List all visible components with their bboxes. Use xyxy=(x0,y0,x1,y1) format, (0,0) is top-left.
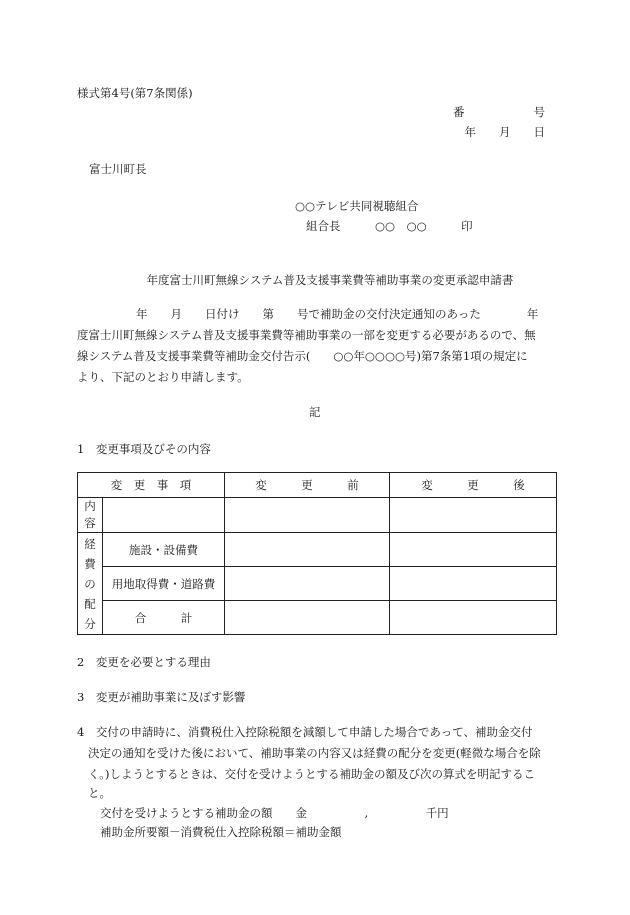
facilities-before-cell xyxy=(225,533,390,567)
body-line-3: 線システム普及支援事業費等補助金交付告示( ○○年○○○○号)第7条第1項の規定に xyxy=(77,349,528,363)
document-title: 年度富士川町無線システム普及支援事業費等補助事業の変更承認申請書 xyxy=(146,273,514,287)
body-line-1: 年 月 日付け 第 号で補助金の交付決定通知のあった 年 xyxy=(136,307,539,321)
section-4-line-3: く。)しようとするときは、交付を受けようとする補助金の額及び次の算式を明記するこ xyxy=(88,767,536,781)
section-4-line-1: 4 交付の申請時に、消費税仕入控除税額を減額して申請した場合であって、補助金交付 xyxy=(77,725,533,739)
date-line: 年 月 日 xyxy=(464,125,545,139)
land-road-after-cell xyxy=(390,567,557,601)
section-3-heading: 3 変更が補助事業に及ぼす影響 xyxy=(77,690,246,704)
document-number-line: 番 号 xyxy=(453,105,545,119)
change-details-table xyxy=(77,472,557,635)
row-label-land-road: 用地取得費・道路費 xyxy=(103,567,225,601)
applicant-representative: 組合長 ○○ ○○ 印 xyxy=(306,219,473,233)
section-4-line-4: と。 xyxy=(88,786,111,800)
table-row xyxy=(78,533,557,567)
keihi-label: 経 費 の 配 分 xyxy=(78,533,103,635)
total-before-cell xyxy=(225,601,390,635)
table-header-row xyxy=(78,473,557,498)
land-road-before-cell xyxy=(225,567,390,601)
section-1-heading: 1 変更事項及びその内容 xyxy=(77,442,211,456)
addressee: 富士川町長 xyxy=(89,162,147,176)
section-4-line-2: 決定の通知を受けた後において、補助事業の内容又は経費の配分を変更(軽微な場合を除 xyxy=(88,746,541,760)
ki-mark: 記 xyxy=(309,405,321,419)
formula-line-2: 補助金所要額－消費税仕入控除税額＝補助金額 xyxy=(100,825,342,839)
body-line-2: 度富士川町無線システム普及支援事業費等補助事業の一部を変更する必要があるので、無 xyxy=(77,328,536,342)
header-after: 変 更 後 xyxy=(390,473,557,498)
header-before: 変 更 前 xyxy=(225,473,390,498)
table-row xyxy=(78,601,557,635)
table-row xyxy=(78,567,557,601)
table-row xyxy=(78,498,557,533)
total-after-cell xyxy=(390,601,557,635)
formula-line-1: 交付を受けようとする補助金の額 金 , 千円 xyxy=(100,806,449,820)
section-2-heading: 2 変更を必要とする理由 xyxy=(77,655,211,669)
header-change-item: 変 更 事 項 xyxy=(78,473,225,498)
row-label-facilities: 施設・設備費 xyxy=(103,533,225,567)
naiyou-before-cell xyxy=(225,498,390,533)
naiyou-label: 内 容 xyxy=(78,498,103,533)
facilities-after-cell xyxy=(390,533,557,567)
naiyou-cell xyxy=(103,498,225,533)
body-line-4: より、下記のとおり申請します。 xyxy=(77,370,249,384)
naiyou-after-cell xyxy=(390,498,557,533)
form-number-label: 様式第4号(第7条関係) xyxy=(77,86,193,100)
applicant-organization: ○○テレビ共同視聴組合 xyxy=(295,199,419,213)
row-label-total: 合 計 xyxy=(103,601,225,635)
